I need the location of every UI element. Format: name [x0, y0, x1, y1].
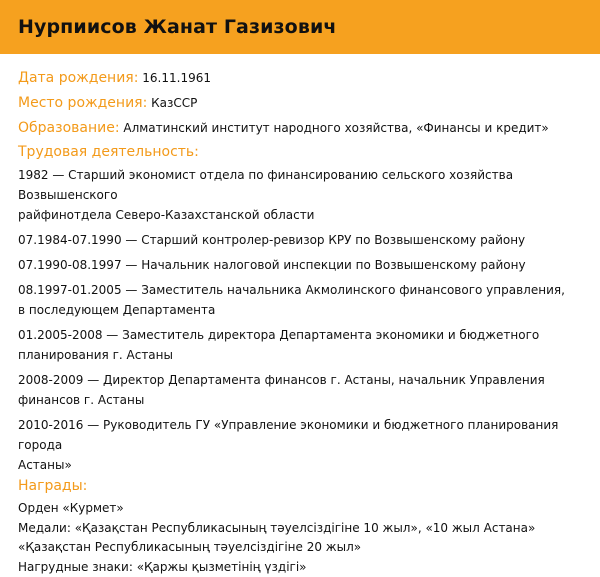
- career-item: [18, 370, 582, 410]
- education-value: Алматинский институт народного хозяйства, «Финансы и кредит»: [123, 121, 548, 135]
- career-item: [18, 255, 582, 275]
- career-item-line: 01.2005-2008 — Заместитель директора Департамента экономики и бюджетного: [18, 325, 582, 345]
- career-item: [18, 280, 582, 320]
- profile-content: [0, 54, 600, 577]
- person-name: Нурпиисов Жанат Газизович: [18, 16, 337, 38]
- career-item: [18, 165, 582, 225]
- career-item: [18, 325, 582, 365]
- birth-place-label: Место рождения:: [18, 95, 147, 111]
- birth-place-value: КазССР: [151, 96, 197, 110]
- career-item: [18, 415, 582, 475]
- career-item-line: 07.1990-08.1997 — Начальник налоговой инспекции по Возвышенскому району: [18, 255, 582, 275]
- awards-title: Награды:: [18, 475, 582, 497]
- birth-date-row: [18, 66, 582, 91]
- career-item-line: райфинотдела Северо-Казахстанской области: [18, 205, 582, 225]
- career-item: [18, 230, 582, 250]
- career-item-line: 2010-2016 — Руководитель ГУ «Управление экономики и бюджетного планирования города: [18, 415, 582, 455]
- career-item-line: в последующем Департамента: [18, 300, 582, 320]
- career-item-line: Астаны»: [18, 455, 582, 475]
- career-title: Трудовая деятельность:: [18, 141, 582, 163]
- birth-place-row: [18, 91, 582, 116]
- career-item-line: 08.1997-01.2005 — Заместитель начальника Акмолинского финансового управления,: [18, 280, 582, 300]
- career-item-line: финансов г. Астаны: [18, 390, 582, 410]
- career-list: [18, 165, 582, 475]
- education-row: [18, 116, 582, 141]
- award-item: Нагрудные знаки: «Қаржы қызметінің үздігі»: [18, 558, 582, 577]
- career-item-line: планирования г. Астаны: [18, 345, 582, 365]
- award-item: Орден «Курмет»: [18, 499, 582, 519]
- birth-date-label: Дата рождения:: [18, 70, 138, 86]
- education-label: Образование:: [18, 120, 120, 136]
- career-item-line: 07.1984-07.1990 — Старший контролер-ревизор КРУ по Возвышенскому району: [18, 230, 582, 250]
- career-item-line: 2008-2009 — Директор Департамента финансов г. Астаны, начальник Управления: [18, 370, 582, 390]
- awards-list: [18, 499, 582, 577]
- birth-date-value: 16.11.1961: [142, 71, 211, 85]
- award-item: Медали: «Қазақстан Республикасының тәуелсіздігіне 10 жыл», «10 жыл Астана»: [18, 519, 582, 539]
- award-item: «Қазақстан Республикасының тәуелсіздігіне 20 жыл»: [18, 538, 582, 558]
- career-item-line: 1982 — Старший экономист отдела по финансированию сельского хозяйства Возвышенского: [18, 165, 582, 205]
- header-bar: [0, 0, 600, 54]
